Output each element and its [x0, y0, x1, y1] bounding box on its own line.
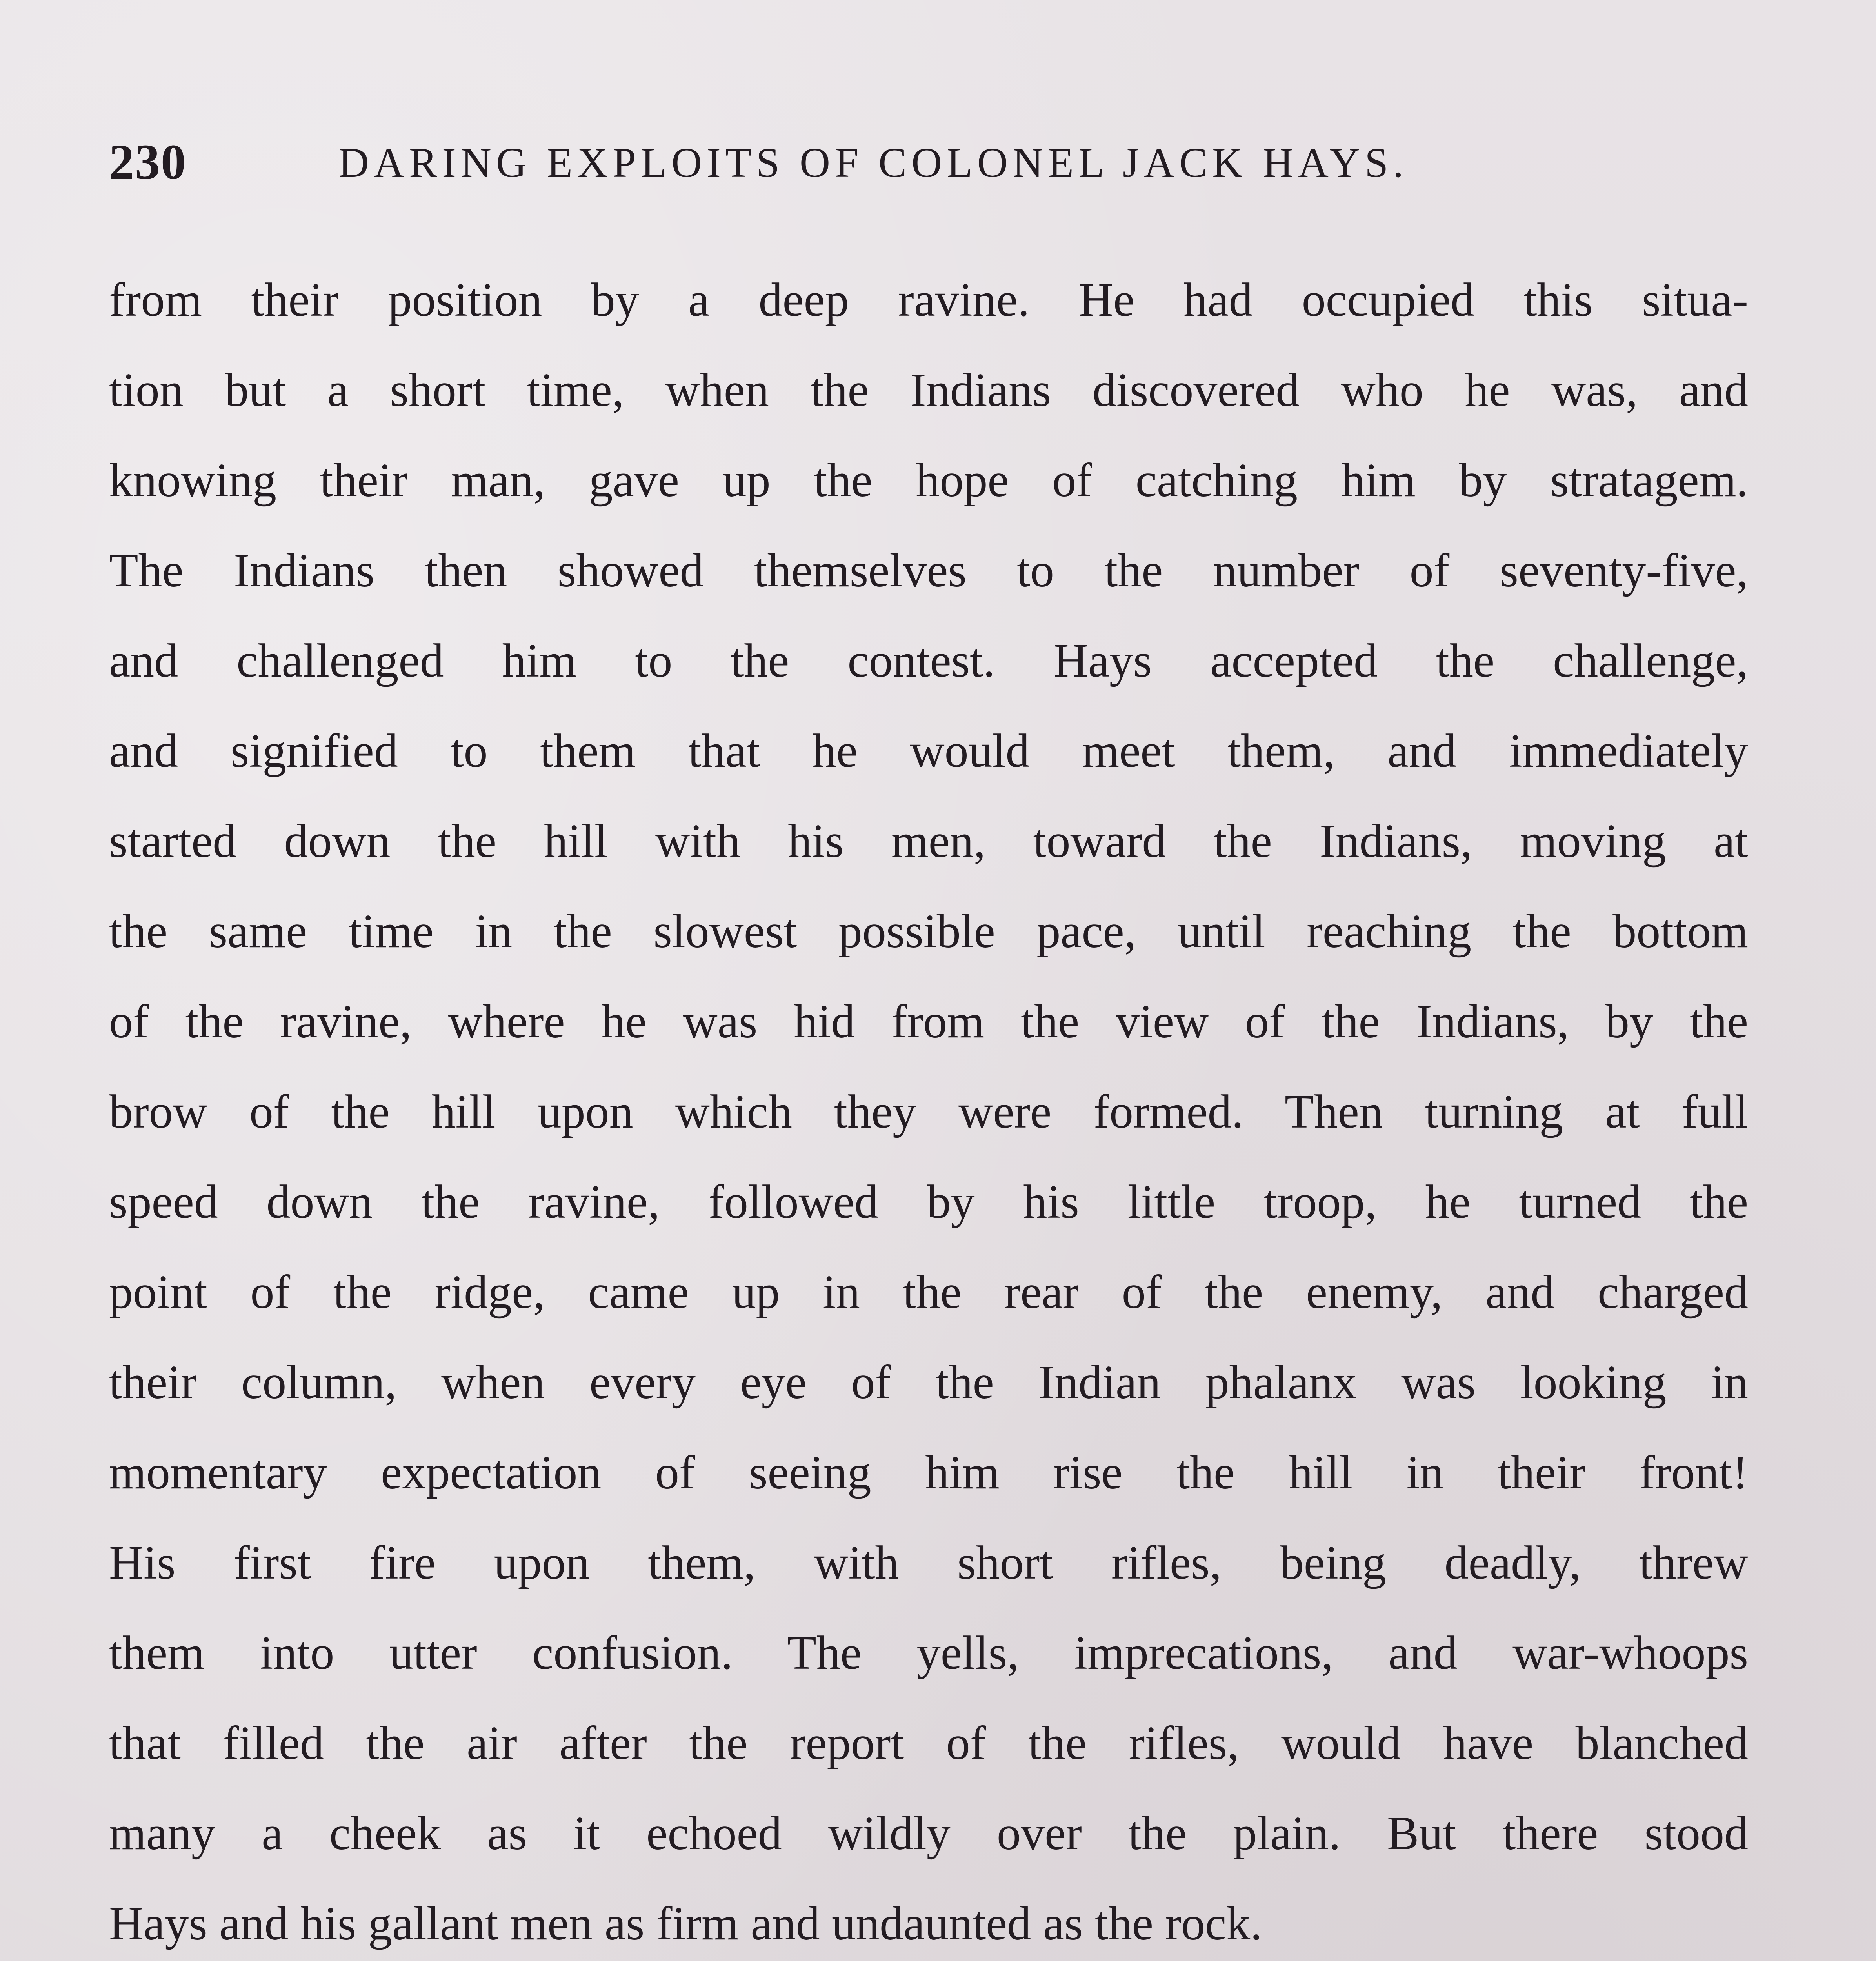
text-line: of the ravine, where he was hid from the view of the Indians, by the	[109, 995, 1748, 1048]
text-line: from their position by a deep ravine. He had occupied this situa-	[109, 273, 1748, 326]
text-line: momentary expectation of seeing him rise the hill in their front!	[109, 1446, 1748, 1499]
text-line: knowing their man, gave up the hope of catching him by stratagem.	[109, 454, 1748, 507]
text-line: them into utter confusion. The yells, imprecations, and war-whoops	[109, 1626, 1748, 1679]
body-text	[109, 255, 1748, 1961]
text-line: that filled the air after the report of the rifles, would have blanched	[109, 1717, 1748, 1770]
page-header	[109, 133, 1756, 212]
text-line: their column, when every eye of the Indian phalanx was looking in	[109, 1356, 1748, 1409]
text-line: started down the hill with his men, toward the Indians, moving at	[109, 815, 1748, 868]
page-number: 230	[109, 134, 187, 190]
text-line: point of the ridge, came up in the rear of the enemy, and charged	[109, 1266, 1748, 1319]
running-head: DARING EXPLOITS OF COLONEL JACK HAYS.	[338, 140, 1409, 186]
text-line: Hays and his gallant men as firm and undaunted as the rock.	[109, 1897, 1262, 1950]
text-line: the same time in the slowest possible pace, until reaching the bottom	[109, 905, 1748, 958]
paragraph-1	[109, 255, 1748, 1961]
text-line: many a cheek as it echoed wildly over the plain. But there stood	[109, 1807, 1748, 1860]
text-line: brow of the hill upon which they were formed. Then turning at full	[109, 1085, 1748, 1138]
text-line: and signified to them that he would meet them, and immediately	[109, 724, 1748, 777]
text-line: and challenged him to the contest. Hays accepted the challenge,	[109, 634, 1748, 687]
text-line: The Indians then showed themselves to the number of seventy-five,	[109, 544, 1748, 597]
text-line: speed down the ravine, followed by his little troop, he turned the	[109, 1175, 1748, 1228]
text-line: His first fire upon them, with short rifles, being deadly, threw	[109, 1536, 1748, 1589]
text-line: tion but a short time, when the Indians discovered who he was, and	[109, 364, 1748, 417]
